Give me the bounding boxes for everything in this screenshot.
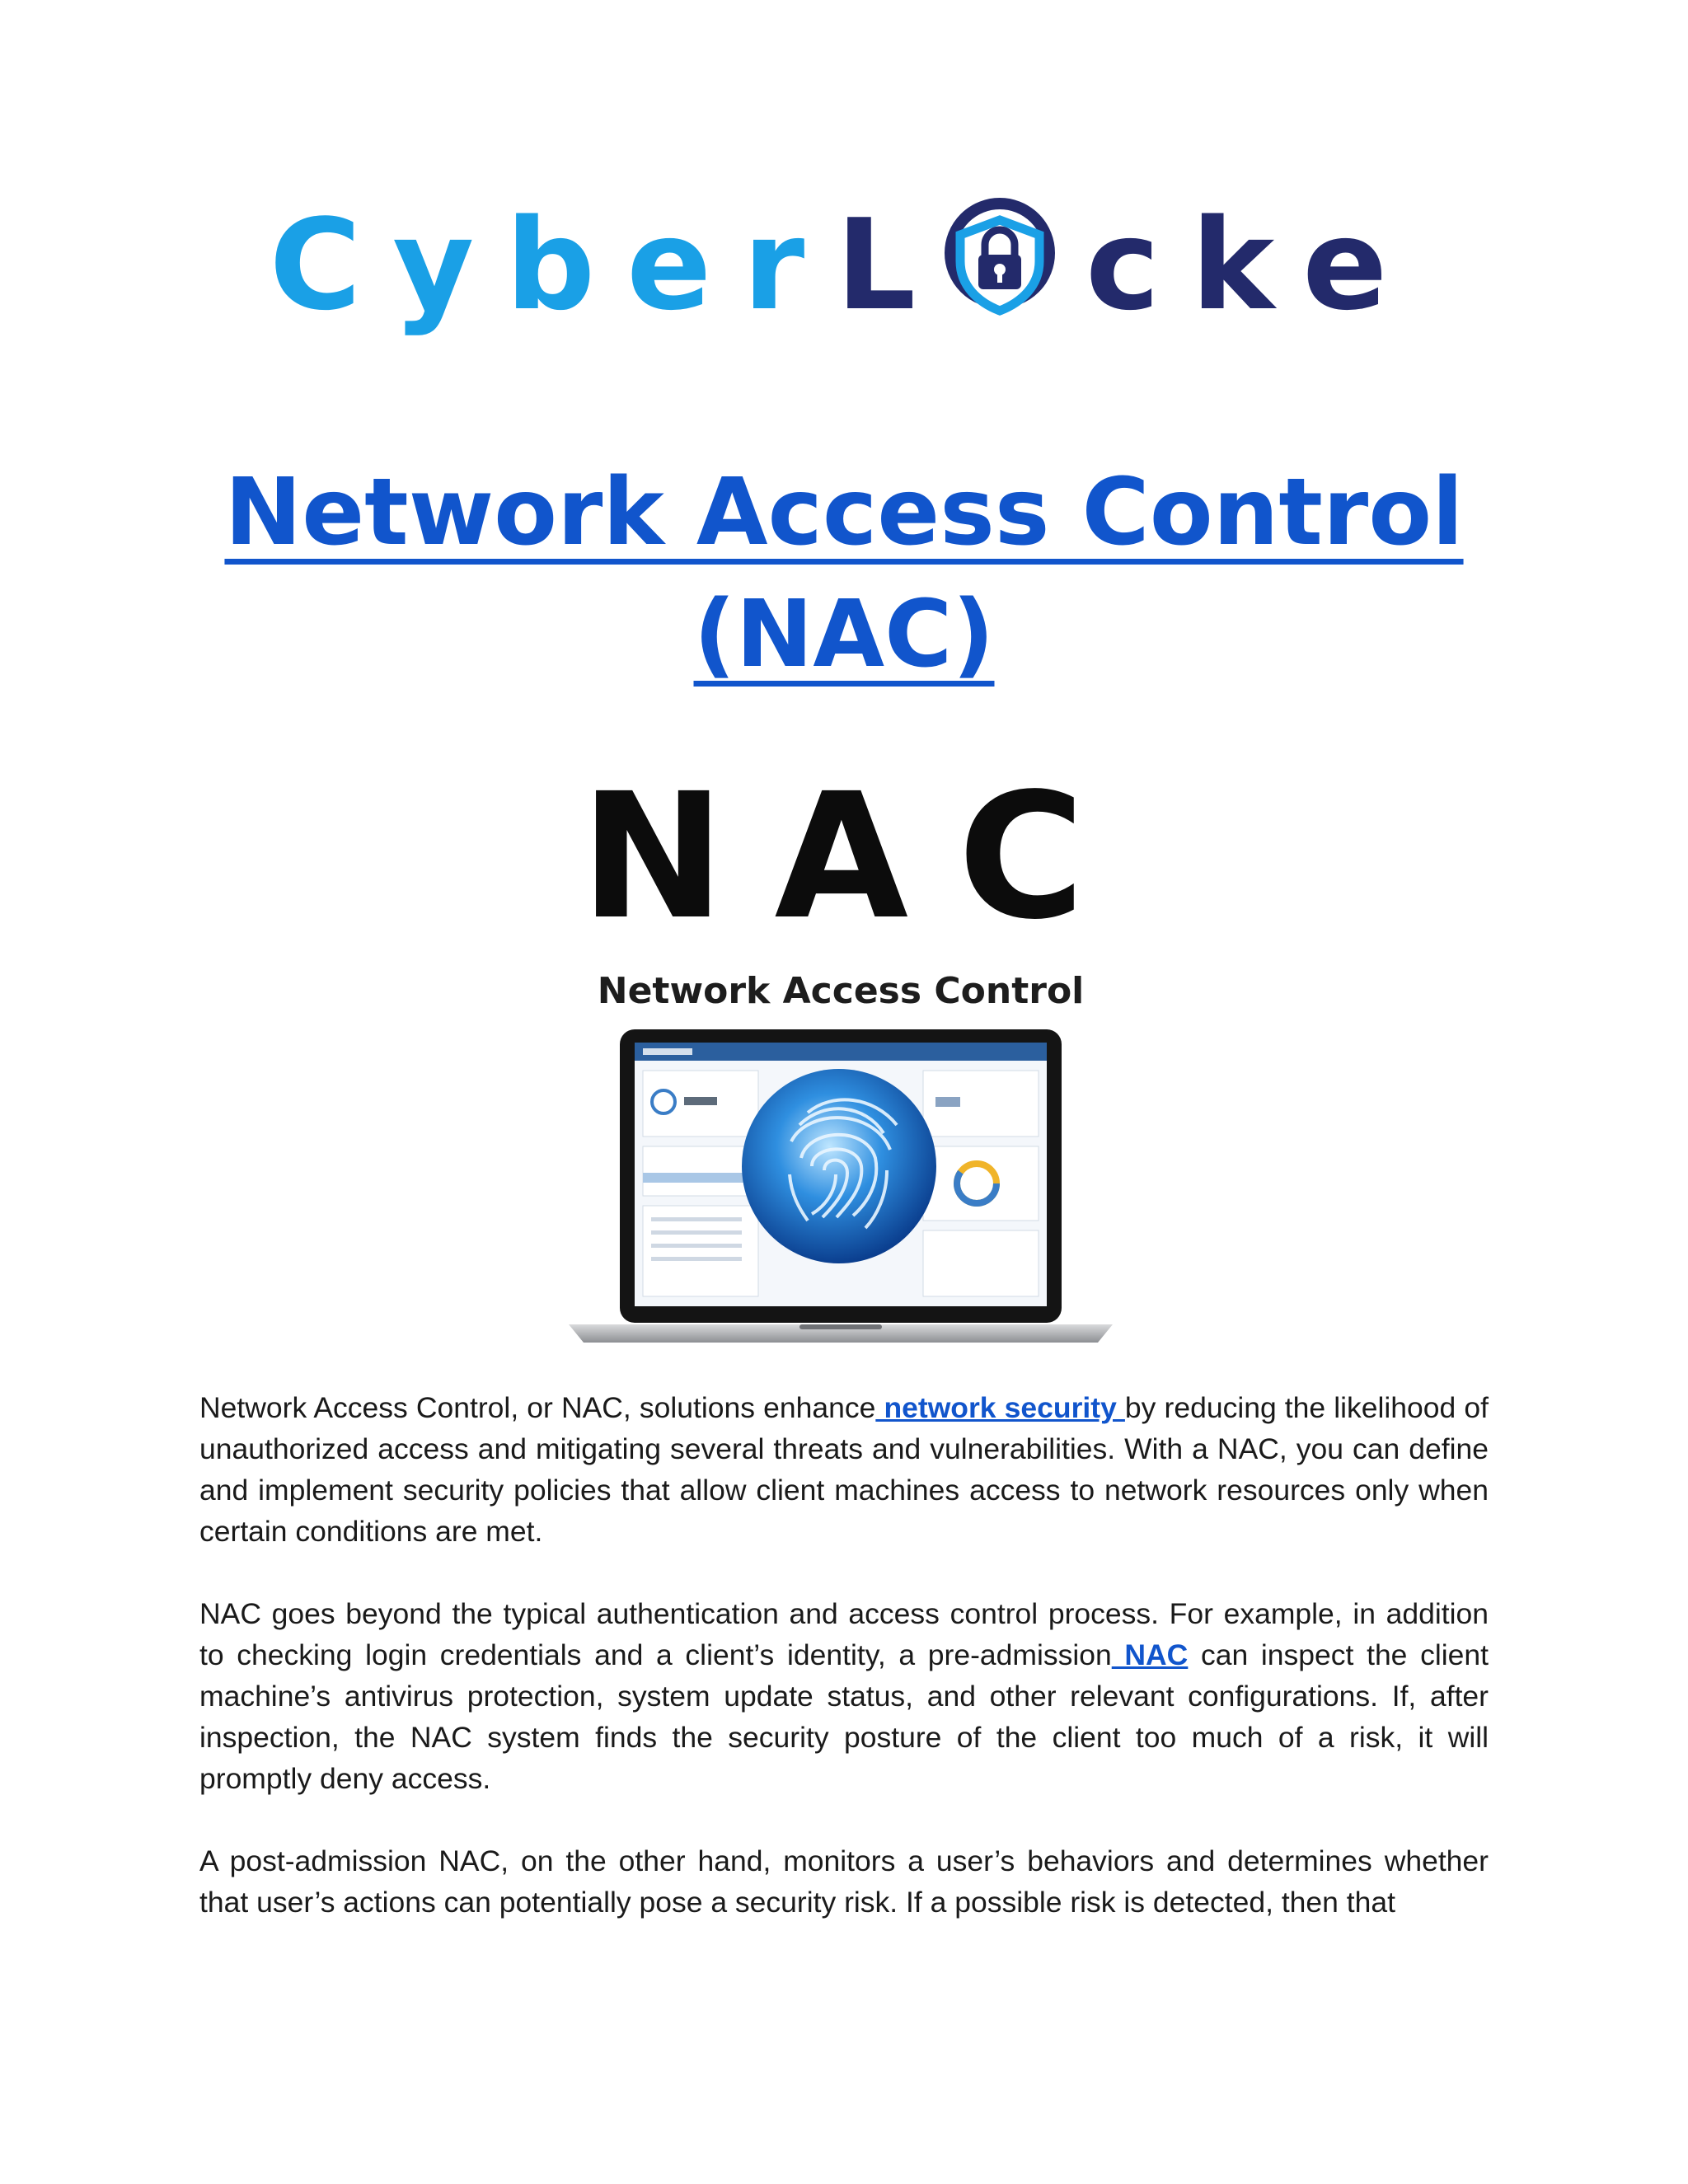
network-security-link[interactable]: network security xyxy=(875,1391,1125,1424)
cyberlocke-logo xyxy=(0,194,1688,337)
paragraph-text: Network Access Control, or NAC, solutions enhance xyxy=(199,1391,876,1424)
nac-link[interactable]: NAC xyxy=(1111,1638,1189,1671)
paragraph-text: can inspect the client machine’s antivirus protection, system update status, and other relevant configurations. If, after inspection, the NAC system finds the security posture of the client too much of a risk, it will promptly deny access. xyxy=(199,1638,1489,1795)
paragraph xyxy=(199,1387,1489,1552)
article-body xyxy=(199,1387,1489,1964)
nac-acronym: NAC xyxy=(579,756,1135,958)
paragraph-text: NAC goes beyond the typical authentication and access control process. For example, in addition to checking login credentials and a client’s identity, a pre-admission xyxy=(199,1597,1489,1671)
nac-caption: Network Access Control xyxy=(597,970,1085,1012)
paragraph-text: A post-admission NAC, on the other hand, monitors a user’s behaviors and determines whether that user’s actions can potentially pose a security risk. If a possible risk is detected, then that xyxy=(199,1844,1489,1919)
shield-lock-icon xyxy=(942,194,1057,337)
logo-text-cke: cke xyxy=(1085,192,1419,338)
logo-text-l: L xyxy=(836,192,948,338)
nac-illustration xyxy=(528,758,1154,1368)
paragraph xyxy=(199,1840,1489,1923)
paragraph-text: by reducing the likelihood of unauthorized access and mitigating several threats and vulnerabilities. With a NAC, you can define and implement security policies that allow client machines access to network resources only when certain conditions are met. xyxy=(199,1391,1489,1548)
page-title-link[interactable]: Network Access Control (NAC) xyxy=(224,459,1464,688)
fingerprint-laptop-icon xyxy=(560,1026,1121,1356)
paragraph xyxy=(199,1593,1489,1799)
page-title[interactable] xyxy=(165,452,1523,696)
logo-text-cyber: Cyber xyxy=(269,192,837,338)
